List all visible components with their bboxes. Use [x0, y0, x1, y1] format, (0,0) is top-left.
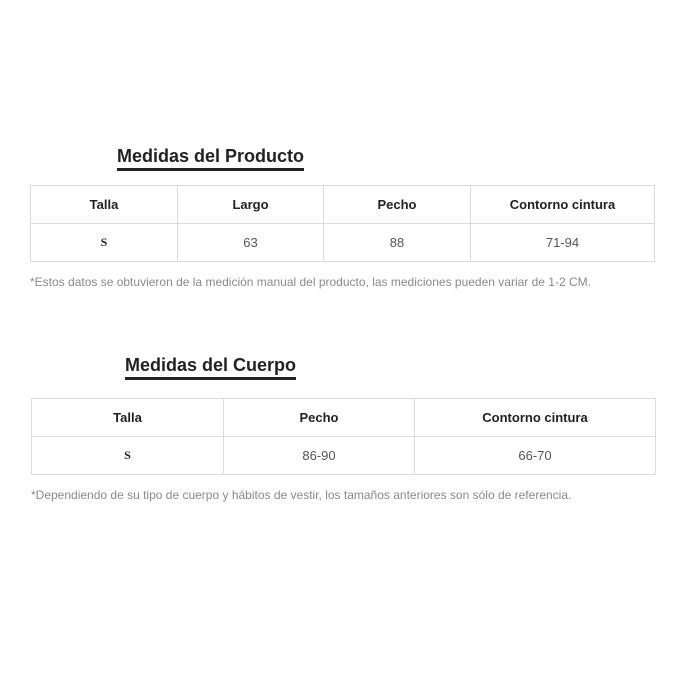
column-header-waist: Contorno cintura: [471, 186, 655, 224]
column-header-size: Talla: [31, 186, 178, 224]
column-header-chest: Pecho: [224, 399, 415, 437]
product-measurements-table: [30, 185, 655, 262]
chest-cell: 86-90: [224, 437, 415, 475]
chest-cell: 88: [324, 224, 471, 262]
body-measurements-title: Medidas del Cuerpo: [125, 354, 296, 380]
table-header-row: [32, 399, 656, 437]
waist-cell: 66-70: [415, 437, 656, 475]
column-header-size: Talla: [32, 399, 224, 437]
column-header-waist: Contorno cintura: [415, 399, 656, 437]
waist-cell: 71-94: [471, 224, 655, 262]
size-cell: S: [32, 437, 224, 475]
table-header-row: [31, 186, 655, 224]
size-cell: S: [31, 224, 178, 262]
body-measurements-note: *Dependiendo de su tipo de cuerpo y hábitos de vestir, los tamaños anteriores son sólo de referencia.: [31, 488, 572, 502]
length-cell: 63: [178, 224, 324, 262]
table-row: [31, 224, 655, 262]
table-row: [32, 437, 656, 475]
product-measurements-title: Medidas del Producto: [117, 145, 304, 171]
body-measurements-table: [31, 398, 656, 475]
column-header-chest: Pecho: [324, 186, 471, 224]
product-measurements-note: *Estos datos se obtuvieron de la medición manual del producto, las mediciones pueden variar de 1-2 CM.: [30, 275, 591, 289]
column-header-length: Largo: [178, 186, 324, 224]
